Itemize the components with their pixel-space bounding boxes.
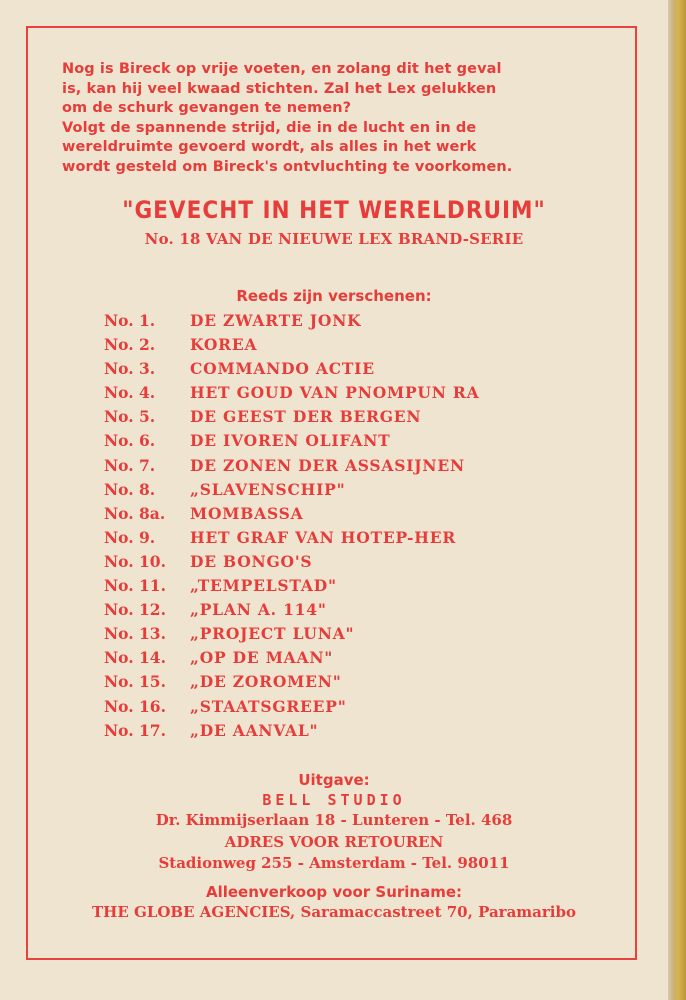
issue-row <box>104 526 584 550</box>
publisher-address: Dr. Kimmijserlaan 18 - Lunteren - Tel. 468 <box>155 811 513 829</box>
issue-number: No. 5. <box>104 407 156 427</box>
issue-number: No. 3. <box>104 359 156 379</box>
suriname-label: Alleenverkoop voor Suriname: <box>205 883 463 901</box>
issue-row <box>104 574 584 598</box>
issue-title: „DE ZOROMEN" <box>190 672 342 692</box>
issue-title: DE ZONEN DER ASSASIJNEN <box>190 455 465 475</box>
series-subtitle: No. 18 VAN DE NIEUWE LEX BRAND-SERIE <box>144 230 524 248</box>
intro-line: Nog is Bireck op vrije voeten, en zolang dit het geval <box>62 61 502 77</box>
issue-number: No. 9. <box>104 527 156 547</box>
intro-line: Volgt de spannende strijd, die in de lucht en in de <box>62 119 477 136</box>
issue-number: No. 13. <box>104 624 166 644</box>
issue-row <box>104 454 584 478</box>
issue-list <box>104 309 584 743</box>
issue-number: No. 10. <box>104 551 166 571</box>
intro-paragraph <box>62 60 602 177</box>
issue-number: No. 7. <box>104 455 156 475</box>
spacer <box>0 874 668 882</box>
issue-number: No. 17. <box>104 720 166 740</box>
intro-line: wordt gesteld om Bireck's ontvluchting te voorkomen. <box>62 158 513 175</box>
issue-row <box>104 309 584 333</box>
issue-title: COMMANDO ACTIE <box>190 359 375 379</box>
issue-number: No. 1. <box>104 311 156 330</box>
next-issue-title: "GEVECHT IN HET WERELDRUIM" <box>122 196 546 224</box>
issue-row <box>104 550 584 574</box>
issue-number: No. 2. <box>104 335 156 355</box>
issue-title: HET GOUD VAN PNOMPUN RA <box>190 383 480 403</box>
issue-number: No. 12. <box>104 600 166 620</box>
suriname-address: THE GLOBE AGENCIES, Saramaccastreet 70, Paramaribo <box>92 903 576 921</box>
issue-row <box>104 381 584 405</box>
issue-row <box>104 670 584 694</box>
issue-row <box>104 478 584 502</box>
issue-row <box>104 357 584 381</box>
issue-title: „DE AANVAL" <box>190 720 319 740</box>
issue-title: DE BONGO'S <box>190 551 313 571</box>
issue-title: DE GEEST DER BERGEN <box>190 407 422 427</box>
intro-line: om de schurk gevangen te nemen? <box>62 100 352 116</box>
issue-title: „SLAVENSCHIP" <box>190 479 346 499</box>
issue-title: „OP DE MAAN" <box>190 648 334 668</box>
issue-row <box>104 333 584 357</box>
returns-label: ADRES VOOR RETOUREN <box>224 833 444 851</box>
issue-title: „TEMPELSTAD" <box>190 576 337 596</box>
issue-title: HET GRAF VAN HOTEP-HER <box>190 527 457 547</box>
issue-row <box>104 429 584 453</box>
issue-title: DE ZWARTE JONK <box>190 311 362 330</box>
publisher-block <box>0 770 668 923</box>
intro-line: wereldruimte gevoerd wordt, als alles in het werk <box>62 139 477 155</box>
published-list-heading: Reeds zijn verschenen: <box>236 287 432 305</box>
issue-title: „PROJECT LUNA" <box>190 624 355 644</box>
issue-number: No. 16. <box>104 696 166 716</box>
issue-title: MOMBASSA <box>190 503 304 523</box>
issue-title: „STAATSGREEP" <box>190 696 347 716</box>
intro-line: is, kan hij veel kwaad stichten. Zal het Lex gelukken <box>62 80 497 97</box>
issue-number: No. 8. <box>104 479 156 499</box>
issue-row <box>104 502 584 526</box>
issue-row <box>104 695 584 719</box>
publisher-name: BELL STUDIO <box>262 791 406 809</box>
issue-row <box>104 646 584 670</box>
returns-address: Stadionweg 255 - Amsterdam - Tel. 98011 <box>158 854 510 872</box>
issue-number: No. 8a. <box>104 503 166 523</box>
book-spine <box>668 0 686 1000</box>
issue-row <box>104 622 584 646</box>
issue-number: No. 15. <box>104 672 166 692</box>
issue-number: No. 6. <box>104 431 156 451</box>
issue-title: KOREA <box>190 335 258 355</box>
issue-number: No. 4. <box>104 383 156 403</box>
issue-title: „PLAN A. 114" <box>190 600 327 620</box>
issue-row <box>104 598 584 622</box>
issue-title: DE IVOREN OLIFANT <box>190 431 391 451</box>
issue-row <box>104 719 584 743</box>
issue-number: No. 11. <box>104 576 166 596</box>
issue-number: No. 14. <box>104 648 166 668</box>
issue-row <box>104 405 584 429</box>
publisher-label: Uitgave: <box>298 771 370 789</box>
